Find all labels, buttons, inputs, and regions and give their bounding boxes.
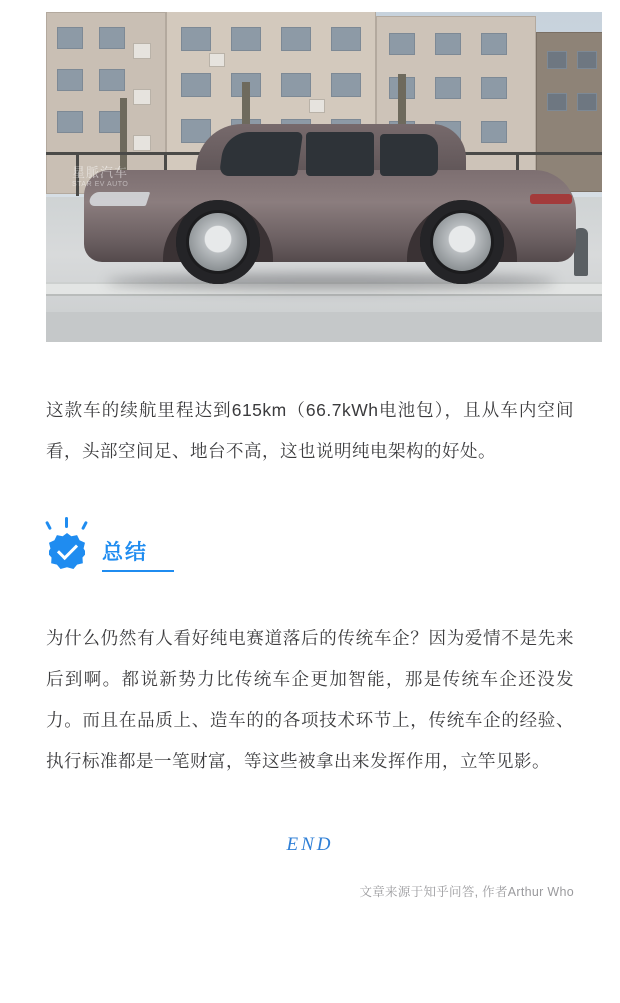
paragraph-summary-body: 为什么仍然有人看好纯电赛道落后的传统车企？因为爱情不是先来后到啊。都说新势力比传统车企更加智能，那是传统车企还没发力。而且在品质上、造车的的各项技术环节上，传统车企的经验、执行标准都是一笔财富，等这些被拿出来发挥作用，立竿见影。 [46,628,574,771]
source-attribution: 文章来源于知乎问答, 作者Arthur Who [359,885,574,899]
image-watermark [72,162,128,188]
car-taillight [530,194,572,204]
paragraph-range-info: 这款车的续航里程达到615km（66.7kWh电池包），且从车内空间看，头部空间足、地台不高，这也说明纯电架构的好处。 [46,400,574,461]
section-heading-summary [46,528,574,574]
section-title-text: 总结 [102,541,148,564]
pavement-line [46,312,602,342]
spark-center-icon [65,517,68,528]
car-window-front [219,132,303,176]
car-photo [46,12,602,342]
pedestrian-figure [574,228,588,276]
article-page [0,12,620,1003]
verified-badge-icon [46,530,88,572]
car-headlight [88,192,151,206]
article-hero-image [46,12,602,342]
wheel-rear [420,200,504,284]
spark-left-icon [45,521,52,530]
watermark-sub-text: STAR EV AUTO [72,181,129,188]
car-window-middle [306,132,374,176]
car-window-rear [380,134,438,176]
electric-suv [84,116,576,284]
spark-right-icon [81,521,88,530]
wheel-front [176,200,260,284]
watermark-main-text: 星脈汽车 [72,165,129,180]
section-title-underline [102,570,174,572]
end-marker: END [286,834,334,855]
